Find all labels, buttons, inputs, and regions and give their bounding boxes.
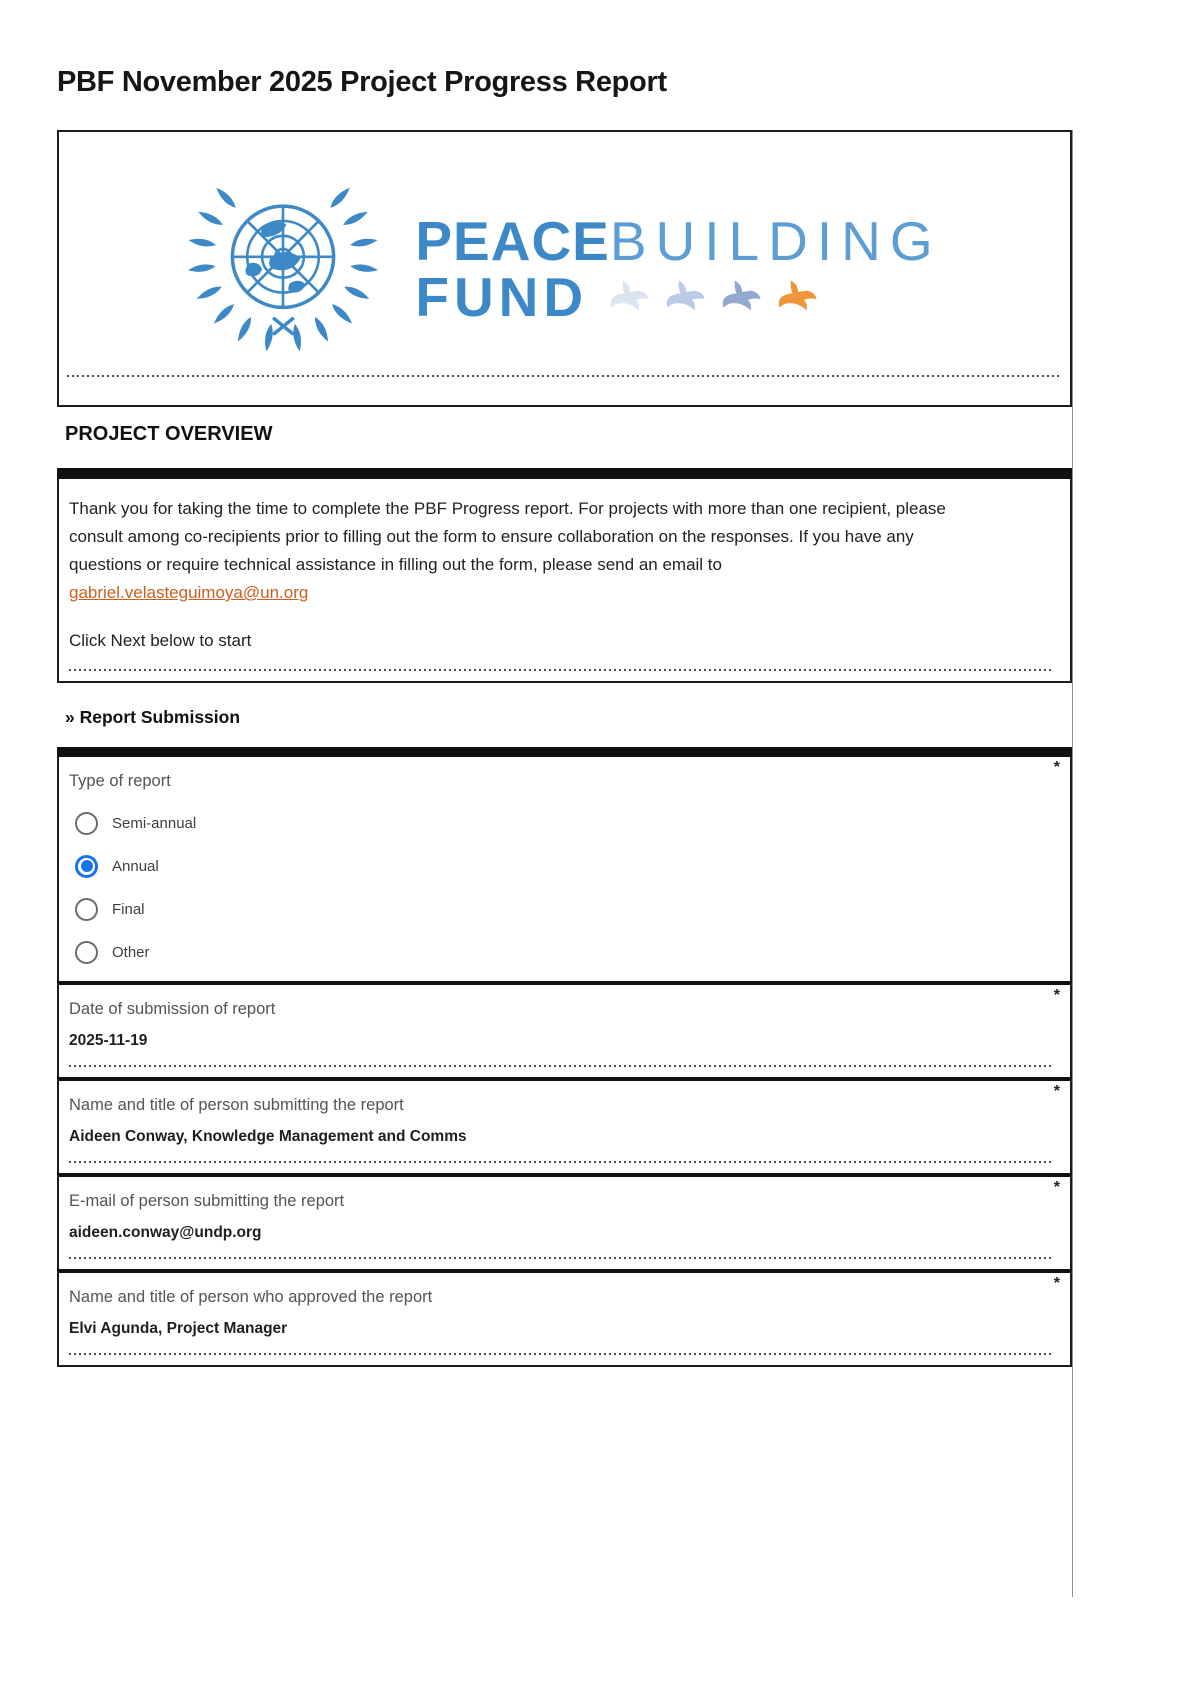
dotted-separator	[69, 669, 1054, 671]
doves-row	[606, 278, 818, 316]
date-input-value[interactable]: 2025-11-19	[69, 1032, 148, 1049]
field-label: Name and title of person submitting the report	[69, 1096, 404, 1114]
dotted-separator	[69, 1161, 1054, 1163]
dove-icon	[606, 278, 650, 316]
radio-unselected-icon[interactable]	[75, 898, 98, 921]
section-heading-project-overview: PROJECT OVERVIEW	[65, 423, 273, 445]
dove-icon	[662, 278, 706, 316]
radio-selected-icon[interactable]	[75, 855, 98, 878]
type-of-report-group	[57, 757, 1072, 981]
required-asterisk: *	[1053, 1179, 1060, 1196]
field-submitter-name	[57, 1077, 1072, 1173]
dotted-separator	[69, 1065, 1054, 1067]
wordmark-peace: PEACE	[415, 209, 610, 272]
wordmark-fund: FUND	[415, 265, 589, 328]
dotted-separator	[69, 1257, 1054, 1259]
logo-panel	[57, 130, 1072, 407]
wordmark-building: BUILDING	[609, 209, 942, 272]
dove-icon	[718, 278, 762, 316]
radio-unselected-icon[interactable]	[75, 812, 98, 835]
radio-option-label: Annual	[112, 857, 159, 875]
subsection-heading-report-submission: » Report Submission	[65, 707, 241, 727]
required-asterisk: *	[1053, 1275, 1060, 1292]
next-instruction: Click Next below to start	[69, 631, 252, 650]
intro-box	[57, 479, 1072, 683]
dotted-separator	[67, 375, 1062, 377]
section-bar	[57, 468, 1072, 479]
required-asterisk: *	[1053, 987, 1060, 1004]
intro-text	[69, 495, 954, 607]
field-label: Name and title of person who approved the report	[69, 1288, 433, 1306]
peacebuilding-wordmark	[415, 209, 942, 328]
email-input-value[interactable]: aideen.conway@undp.org	[69, 1224, 262, 1241]
required-asterisk: *	[1053, 759, 1060, 776]
page-title: PBF November 2025 Project Progress Report	[57, 66, 667, 98]
required-asterisk: *	[1053, 1083, 1060, 1100]
field-submitter-email	[57, 1173, 1072, 1269]
field-label: Type of report	[69, 772, 171, 790]
form-column-tail	[57, 1367, 1072, 1597]
radio-option-semi-annual[interactable]	[75, 810, 1054, 836]
radio-option-label: Semi-annual	[112, 814, 197, 832]
radio-option-label: Other	[112, 943, 150, 961]
form-column	[57, 130, 1073, 1597]
intro-text-body: Thank you for taking the time to complete the PBF Progress report. For projects with more than one recipient, please consult among co-recipients prior to filling out the form to ensure collaboration on the responses. If you have any questions or require technical assistance in filling out the form, please send an email to	[69, 499, 946, 574]
radio-option-annual[interactable]	[75, 853, 1054, 879]
radio-option-other[interactable]	[75, 939, 1054, 965]
field-label: Date of submission of report	[69, 1000, 276, 1018]
field-date-of-submission	[57, 981, 1072, 1077]
field-approver-name	[57, 1269, 1072, 1367]
un-emblem-icon	[187, 173, 379, 365]
radio-unselected-icon[interactable]	[75, 941, 98, 964]
section-bar	[57, 747, 1072, 757]
text-input-value[interactable]: Aideen Conway, Knowledge Management and Comms	[69, 1128, 467, 1145]
dotted-separator	[69, 1353, 1054, 1355]
dove-icon	[774, 278, 818, 316]
radio-option-final[interactable]	[75, 896, 1054, 922]
text-input-value[interactable]: Elvi Agunda, Project Manager	[69, 1320, 288, 1337]
field-label: E-mail of person submitting the report	[69, 1192, 345, 1210]
radio-option-label: Final	[112, 900, 145, 918]
contact-email-link[interactable]: gabriel.velasteguimoya@un.org	[69, 583, 309, 602]
